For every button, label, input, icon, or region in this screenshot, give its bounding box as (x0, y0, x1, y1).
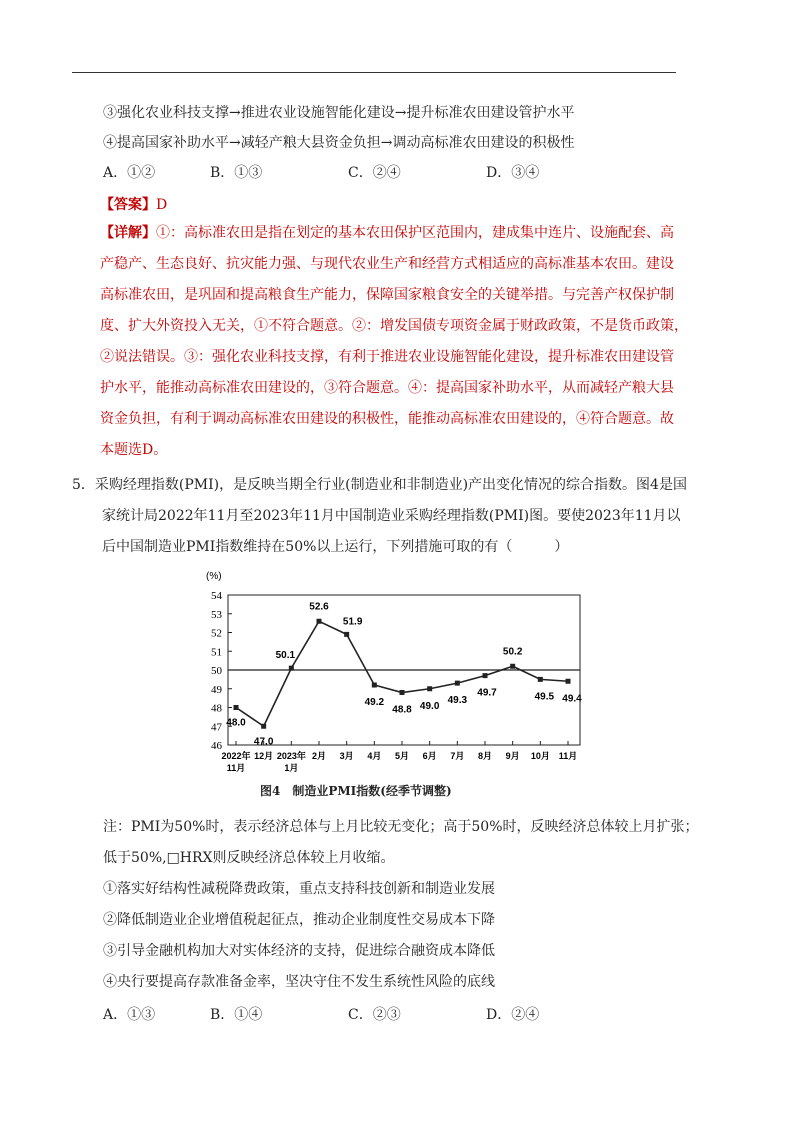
explanation-label: 【详解】 (100, 225, 156, 241)
x-tick-label: 11月 (558, 751, 578, 761)
y-tick-label: 48 (211, 702, 222, 715)
x-tick-label: 12月 (254, 751, 274, 761)
q5-item-3: ③引导金融机构加大对实体经济的支持，促进综合融资成本降低 (103, 943, 495, 959)
explanation-line-5: ②说法错误。③：强化农业科技支撑，有利于推进农业设施智能化建设，提升标准农田建设管 (100, 349, 674, 365)
x-tick-label: 1月 (284, 763, 299, 773)
q5-item-4: ④央行要提高存款准备金率，坚决守住不发生系统性风险的底线 (103, 974, 495, 990)
explanation (100, 218, 688, 466)
x-tick-label: 5月 (394, 751, 410, 761)
data-point (234, 705, 239, 710)
prev-option-c: C．②④ (348, 165, 401, 181)
data-label: 49.2 (364, 697, 385, 708)
q5-option-d: D．②④ (486, 1007, 540, 1023)
answer-line (100, 196, 167, 214)
data-label: 49.7 (477, 687, 497, 699)
data-label: 48.0 (226, 717, 246, 729)
x-tick-label: 4月 (367, 751, 382, 761)
data-label: 49.0 (419, 700, 440, 712)
answer-value: D (156, 197, 168, 213)
x-tick-label: 10月 (530, 751, 550, 761)
explanation-line-1: 【详解】①：高标准农田是指在划定的基本农田保护区范围内，建成集中连片、设施配套、高 (100, 225, 674, 241)
q5-notes (103, 812, 699, 998)
question-5-stem (72, 470, 687, 563)
explanation-line-7: 资金负担，有利于调动高标准农田建设的积极性，能推动高标准农田建设的，④符合题意。故 (100, 411, 674, 427)
data-label: 49.3 (447, 695, 468, 707)
q5-option-a: A．①③ (103, 1007, 156, 1023)
x-tick-label: 9月 (505, 751, 520, 761)
y-tick-label: 49 (211, 683, 222, 696)
x-tick-label: 2023年 (276, 751, 306, 761)
q5-line-2: 家统计局2022年11月至2023年11月中国制造业采购经理指数(PMI)图。要使2023年11月以 (102, 508, 681, 524)
y-unit-label: (%) (206, 571, 222, 582)
explanation-line-8: 本题选D。 (100, 442, 168, 458)
data-point (289, 666, 294, 671)
q5-line-3: 后中国制造业PMI指数维持在50%以上运行，下列措施可取的有（ ） (102, 539, 569, 555)
y-tick-label: 47 (211, 721, 222, 734)
y-tick-label: 52 (211, 627, 222, 640)
y-tick-label: 53 (211, 608, 222, 621)
prev-option-d: D．③④ (486, 165, 540, 181)
data-label: 51.9 (342, 616, 363, 628)
explanation-line-2: 产稳产、生态良好、抗灾能力强、与现代农业生产和经营方式相适应的高标准基本农田。建设 (100, 256, 674, 272)
data-point (538, 677, 543, 682)
y-tick-label: 54 (211, 590, 222, 602)
x-tick-label: 2022年 (221, 751, 251, 761)
y-tick-label: 46 (211, 740, 222, 752)
prev-option-a: A．①② (103, 165, 156, 181)
x-tick-label: 6月 (422, 751, 437, 761)
header-rule (72, 72, 676, 73)
x-tick-label: 7月 (450, 751, 465, 761)
q5-item-2: ②降低制造业企业增值税起征点，推动企业制度性交易成本下降 (103, 912, 495, 928)
explanation-line-3: 高标准农田，是巩固和提高粮食生产能力，保障国家粮食安全的关键举措。与完善产权保护制 (100, 287, 674, 303)
data-point (400, 690, 405, 695)
data-point (427, 686, 432, 691)
y-tick-label: 50 (211, 665, 222, 677)
data-point (510, 664, 515, 669)
q5-option-c: C．②③ (348, 1007, 401, 1023)
data-label: 49.5 (534, 691, 555, 703)
data-point (483, 673, 488, 678)
data-label: 49.4 (562, 693, 582, 705)
data-label: 50.2 (502, 646, 523, 658)
x-tick-label: 3月 (339, 751, 354, 761)
data-label: 48.8 (392, 704, 412, 716)
q5-line-1: 5．采购经理指数(PMI)，是反映当期全行业(制造业和非制造业)产出变化情况的综合指数。图4是国 (72, 477, 687, 493)
data-point (566, 679, 571, 684)
pmi-line-chart (190, 565, 590, 780)
prev-item-4: ④提高国家补助水平→减轻产粮大县资金负担→调动高标准农田建设的积极性 (103, 135, 575, 151)
explanation-line-4: 度、扩大外资投入无关，①不符合题意。②：增发国债专项资金属于财政政策，不是货币政策， (100, 318, 688, 334)
data-point (261, 724, 266, 729)
data-point (372, 683, 377, 688)
data-point (455, 681, 460, 686)
y-tick-label: 51 (211, 646, 222, 659)
note-line-2: 低于50%,□HRX则反映经济总体较上月收缩。 (103, 850, 395, 866)
q5-item-1: ①落实好结构性减税降费政策，重点支持科技创新和制造业发展 (103, 881, 495, 897)
answer-label: 【答案】 (100, 197, 156, 213)
x-tick-label: 2月 (311, 751, 327, 761)
x-tick-label: 11月 (226, 763, 246, 773)
data-point (317, 619, 322, 624)
prev-item-3: ③强化农业科技支撑→推进农业设施智能化建设→提升标准农田建设管护水平 (103, 105, 575, 121)
chart-caption: 图4 制造业PMI指数(经季节调整) (260, 784, 452, 798)
data-point (344, 632, 349, 637)
x-tick-label: 8月 (477, 751, 493, 761)
note-line-1: 注：PMI为50%时，表示经济总体与上月比较无变化；高于50%时，反映经济总体较上月扩张； (103, 819, 699, 835)
explanation-line-6: 护水平，能推动高标准农田建设的，③符合题意。④：提高国家补助水平，从而减轻产粮大县 (100, 380, 674, 396)
data-label: 52.6 (309, 601, 329, 613)
data-label: 47.0 (253, 736, 274, 748)
q5-option-b: B．①④ (210, 1007, 263, 1023)
prev-option-b: B．①③ (210, 165, 263, 181)
data-label: 50.1 (275, 650, 296, 662)
